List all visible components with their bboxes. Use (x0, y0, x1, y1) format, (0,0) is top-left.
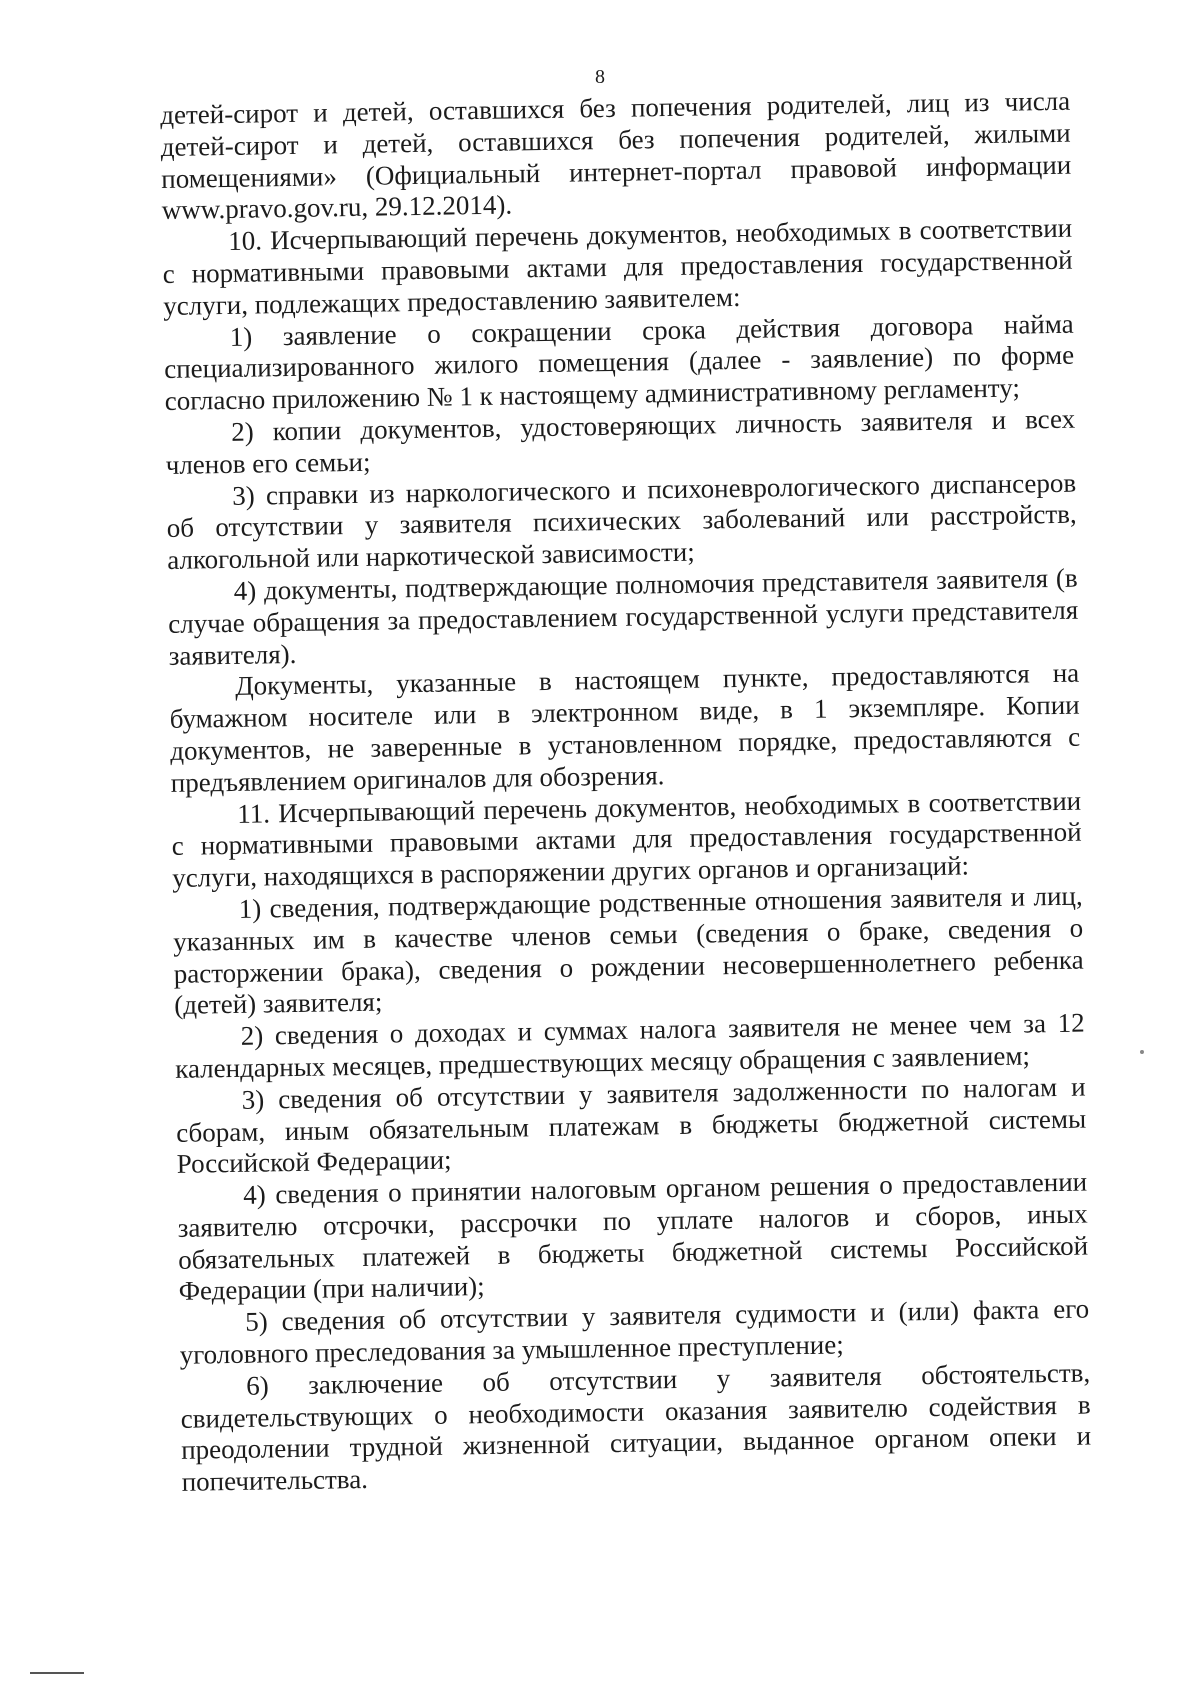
list-item-10-3: 3) справки из наркологического и психоневрологического диспансеров об отсутствии у заявителя психических заболеваний или расстройств, алкогольной или наркотической зависимости; (166, 467, 1077, 576)
list-item-11-2: 2) сведения о доходах и суммах налога заявителя не менее чем за 12 календарных месяцев, предшествующих месяцу обращения с заявлением; (174, 1007, 1085, 1084)
document-body (160, 86, 1092, 1499)
list-item-11-3: 3) сведения об отсутствии у заявителя задолженности по налогам и сборам, иным обязательным платежам в бюджеты бюджетной системы Российской Федерации; (175, 1071, 1087, 1180)
paragraph-continuation: детей-сирот и детей, оставшихся без попечения родителей, лиц из числа детей-сирот и детей, оставшихся без попечения родителей, жилыми помещениями» (Официальный интернет-портал правовой информации www.pravo.gov.ru, 29.12.2014). (160, 85, 1072, 226)
list-item-10-1: 1) заявление о сокращении срока действия договора найма специализированного жилого помещения (далее - заявление) по форме согласно приложению № 1 к настоящему административному регламенту; (163, 308, 1075, 417)
list-item-11-5: 5) сведения об отсутствии у заявителя судимости и (или) факта его уголовного преследования за умышленное преступление; (179, 1293, 1090, 1370)
scan-speck (1140, 1050, 1144, 1054)
paragraph-documents-note: Документы, указанные в настоящем пункте, предоставляются на бумажном носителе или в электронном виде, в 1 экземпляре. Копии документов, не заверенные в установленном порядке, предоставляются с предъявлением оригиналов для обозрения. (169, 657, 1081, 798)
list-item-11-4: 4) сведения о принятии налоговым органом решения о предоставлении заявителю отсрочки, рассрочки по уплате налогов и сборов, иных обязательных платежей в бюджеты бюджетной системы Российской Федерации (при наличии); (177, 1166, 1089, 1307)
list-item-10-4: 4) документы, подтверждающие полномочия представителя заявителя (в случае обращения за предоставлением государственной услуги представителя заявителя). (167, 562, 1079, 671)
page-number: 8 (595, 66, 605, 88)
list-item-11-1: 1) сведения, подтверждающие родственные отношения заявителя и лиц, указанных им в качестве членов семьи (сведения о браке, сведения о расторжении брака), сведения о рождении несовершеннолетнего ребенка (детей) заявителя; (172, 880, 1084, 1021)
scan-corner-mark (30, 1672, 84, 1674)
paragraph-item-11: 11. Исчерпывающий перечень документов, необходимых в соответствии с нормативными правовыми актами для предоставления государственной услуги, находящихся в распоряжении других органов и организаций: (171, 785, 1082, 894)
list-item-11-6: 6) заключение об отсутствии у заявителя обстоятельств, свидетельствующих о необходимости оказания заявителю содействия в преодолении трудной жизненной ситуации, выданное органом опеки и попечительства. (180, 1357, 1092, 1498)
list-item-10-2: 2) копии документов, удостоверяющих личность заявителя и всех членов его семьи; (165, 403, 1076, 480)
paragraph-item-10: 10. Исчерпывающий перечень документов, необходимых в соответствии с нормативными правовыми актами для предоставления государственной услуги, подлежащих предоставлению заявителем: (162, 212, 1073, 321)
